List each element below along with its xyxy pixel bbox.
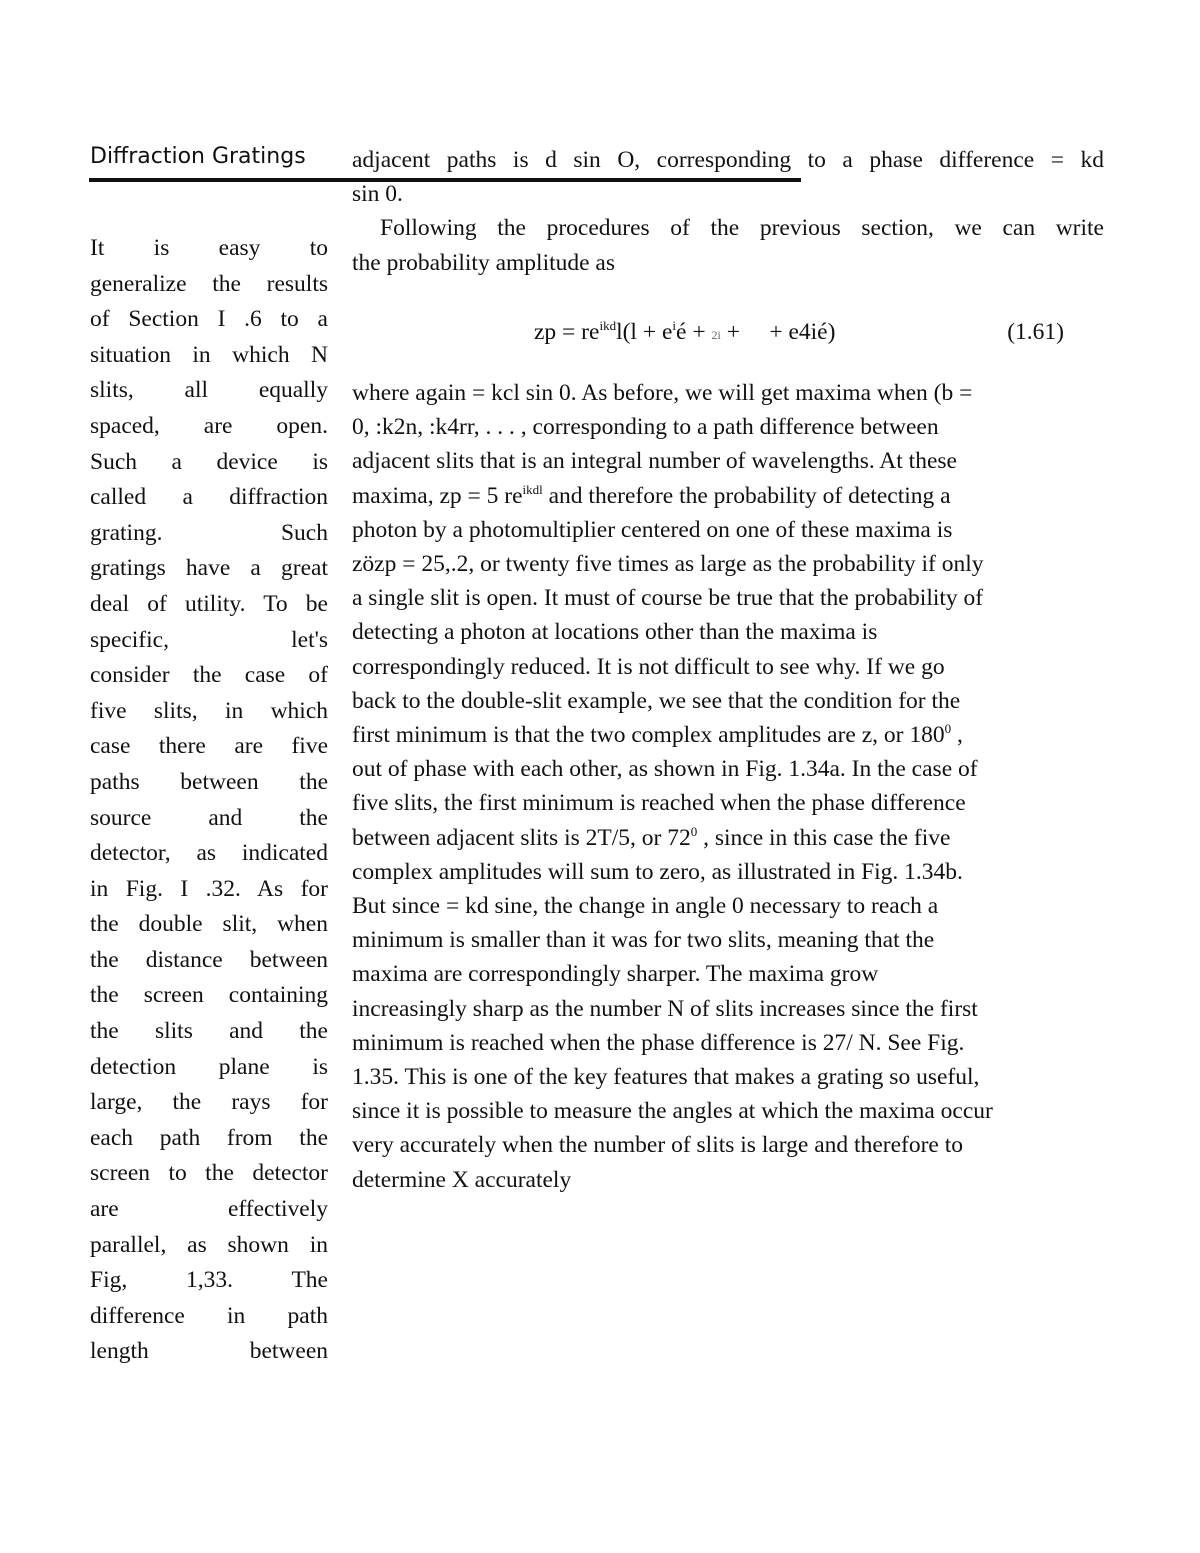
left-line: situation in which N bbox=[90, 341, 328, 368]
body-text: , since in this case the five bbox=[697, 824, 951, 851]
equation-number: (1.61) bbox=[1007, 319, 1064, 345]
left-line: detection plane is bbox=[90, 1053, 328, 1080]
left-line: gratings have a great bbox=[90, 555, 328, 582]
body-text: first minimum is that the two complex amplitudes are z, or 180 bbox=[352, 722, 945, 749]
body-line: adjacent slits that is an integral number of wavelengths. At these bbox=[352, 448, 957, 475]
body-line bbox=[352, 718, 1112, 752]
body-line: back to the double-slit example, we see that the condition for the bbox=[352, 687, 961, 714]
left-line: length between bbox=[90, 1338, 328, 1365]
left-line: deal of utility. To be bbox=[90, 590, 328, 617]
intro-line-3: Following the procedures of the previous section, we can write bbox=[380, 215, 1104, 242]
body-line: determine X accurately bbox=[352, 1166, 572, 1193]
body-text: , bbox=[951, 722, 963, 749]
body-line: correspondingly reduced. It is not difficult to see why. If we go bbox=[352, 653, 945, 680]
section-title: Diffraction Gratings bbox=[90, 144, 306, 169]
left-line: spaced, are open. bbox=[90, 412, 328, 439]
eq-part: zp = re bbox=[534, 319, 600, 345]
left-line: of Section I .6 to a bbox=[90, 306, 328, 333]
body-line: five slits, the first minimum is reached when the phase difference bbox=[352, 790, 966, 817]
body-line: maxima are correspondingly sharper. The maxima grow bbox=[352, 961, 879, 988]
body-line bbox=[352, 479, 1112, 513]
body-line bbox=[352, 821, 1112, 855]
intro-line-2: sin 0. bbox=[352, 181, 403, 208]
left-line: slits, all equally bbox=[90, 377, 328, 404]
left-line: large, the rays for bbox=[90, 1089, 328, 1116]
left-line: generalize the results bbox=[90, 270, 328, 297]
left-line: Such a device is bbox=[90, 448, 328, 475]
body-line: minimum is reached when the phase difference is 27/ N. See Fig. bbox=[352, 1029, 965, 1056]
equation-body bbox=[534, 319, 835, 346]
eq-part: + + e4ié) bbox=[720, 319, 836, 345]
left-line: are effectively bbox=[90, 1196, 328, 1223]
body-line: very accurately when the number of slits is large and therefore to bbox=[352, 1132, 963, 1159]
right-column-intro bbox=[352, 143, 1104, 280]
body-line: a single slit is open. It must of course be true that the probability of bbox=[352, 585, 984, 612]
intro-line-4: the probability amplitude as bbox=[352, 249, 616, 276]
left-line: paths between the bbox=[90, 768, 328, 795]
left-line: It is easy to bbox=[90, 235, 328, 261]
left-line: screen to the detector bbox=[90, 1160, 328, 1187]
left-line: specific, let's bbox=[90, 626, 328, 653]
body-line: out of phase with each other, as shown in Fig. 1.34a. In the case of bbox=[352, 756, 978, 783]
left-column bbox=[90, 231, 328, 1370]
eq-sup: i bbox=[672, 318, 677, 334]
body-line: detecting a photon at locations other than the maxima is bbox=[352, 619, 878, 646]
left-line: the slits and the bbox=[90, 1018, 328, 1045]
body-line: zözp = 25,.2, or twenty five times as large as the probability if only bbox=[352, 551, 984, 578]
eq-part: é + bbox=[676, 319, 712, 345]
body-line: minimum is smaller than it was for two slits, meaning that the bbox=[352, 927, 935, 954]
left-line: Fig, 1,33. The bbox=[90, 1267, 328, 1294]
left-line: in Fig. I .32. As for bbox=[90, 875, 328, 902]
left-line: grating. Such bbox=[90, 519, 328, 546]
right-column-body bbox=[352, 376, 1112, 1197]
body-line: complex amplitudes will sum to zero, as illustrated in Fig. 1.34b. bbox=[352, 858, 963, 885]
left-line: difference in path bbox=[90, 1302, 328, 1329]
left-line: detector, as indicated bbox=[90, 840, 328, 867]
intro-line-1: adjacent paths is d sin O, corresponding to a phase difference = kd bbox=[352, 147, 1104, 173]
eq-part: l(l + e bbox=[616, 319, 673, 345]
left-line: the distance between bbox=[90, 946, 328, 973]
eq-small: 2i bbox=[711, 328, 721, 342]
body-line: 1.35. This is one of the key features that makes a grating so useful, bbox=[352, 1064, 980, 1091]
body-line: But since = kd sine, the change in angle 0 necessary to reach a bbox=[352, 893, 939, 920]
left-line: called a diffraction bbox=[90, 484, 328, 511]
superscript: ikdl bbox=[522, 481, 543, 497]
body-line: 0, :k2n, :k4rr, . . . , corresponding to a path difference between bbox=[352, 414, 939, 441]
body-text: and therefore the probability of detecting a bbox=[542, 482, 951, 509]
left-line: consider the case of bbox=[90, 662, 328, 689]
left-line: parallel, as shown in bbox=[90, 1231, 328, 1258]
body-line: increasingly sharp as the number N of slits increases since the first bbox=[352, 995, 978, 1022]
left-line: case there are five bbox=[90, 733, 328, 760]
body-text: between adjacent slits is 2T/5, or 72 bbox=[352, 824, 691, 851]
body-line: since it is possible to measure the angles at which the maxima occur bbox=[352, 1098, 993, 1125]
left-line: source and the bbox=[90, 804, 328, 831]
left-line: the screen containing bbox=[90, 982, 328, 1009]
body-line: photon by a photomultiplier centered on one of these maxima is bbox=[352, 516, 953, 543]
left-line: five slits, in which bbox=[90, 697, 328, 724]
superscript: 0 bbox=[944, 721, 952, 737]
body-line: where again = kcl sin 0. As before, we will get maxima when (b = bbox=[352, 380, 973, 406]
eq-sup: ikd bbox=[599, 318, 617, 334]
superscript: 0 bbox=[690, 823, 698, 839]
left-line: each path from the bbox=[90, 1124, 328, 1151]
left-line: the double slit, when bbox=[90, 911, 328, 938]
body-text: maxima, zp = 5 re bbox=[352, 482, 523, 509]
